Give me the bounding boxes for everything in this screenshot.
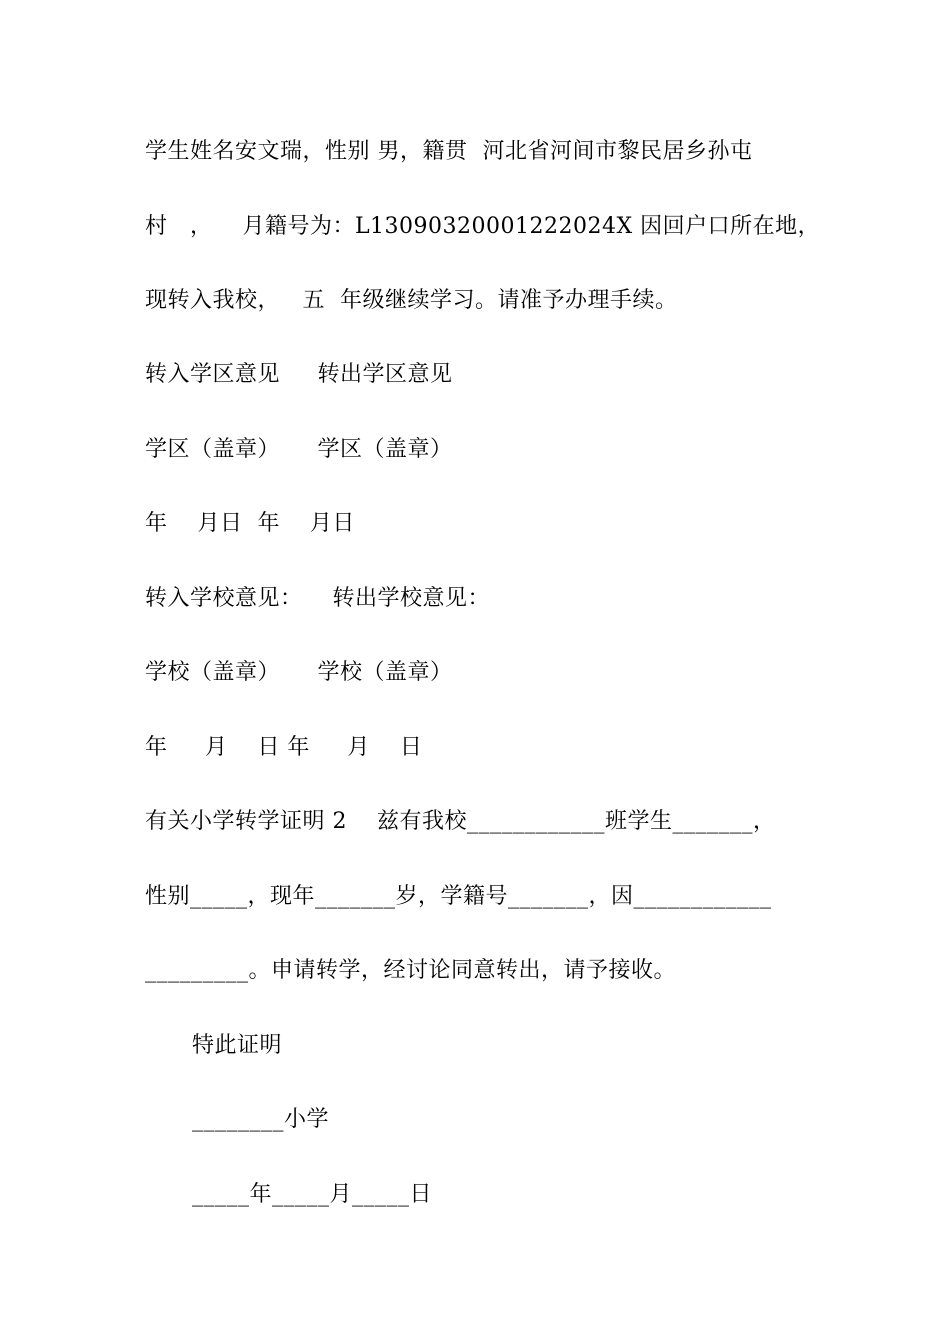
- date-blank: _____年_____月_____日: [192, 1182, 433, 1207]
- district-opinion-heading: 转入学区意见 转出学区意见: [145, 362, 453, 387]
- student-info-line: 学生姓名安文瑞，性别 男，籍贯 河北省河间市黎民居乡孙屯: [145, 139, 753, 164]
- school-opinion-heading: 转入学校意见： 转出学校意见：: [145, 586, 490, 611]
- transfer-grade-line: 现转入我校， 五 年级继续学习。请准予办理手续。: [145, 288, 678, 313]
- district-seal-line: 学区（盖章） 学区（盖章）: [145, 437, 453, 462]
- certificate-2-fields-line: 性别_____，现年_______岁，学籍号_______，因____________: [145, 884, 772, 909]
- school-date-line: 年 月 日 年 月 日: [145, 735, 423, 760]
- school-seal-line: 学校（盖章） 学校（盖章）: [145, 660, 453, 685]
- certification-statement: 特此证明: [192, 1033, 283, 1058]
- school-name-blank: ________小学: [192, 1107, 330, 1132]
- student-registration-line: 村 ， 月籍号为：L13090320001222024X 因回户口所在地，: [145, 214, 821, 239]
- certificate-2-approval-line: _________。申请转学，经讨论同意转出，请予接收。: [145, 958, 677, 983]
- district-date-line: 年 月日 年 月日: [145, 511, 355, 536]
- certificate-2-intro-line: 有关小学转学证明 2 兹有我校____________班学生_______，: [145, 809, 776, 834]
